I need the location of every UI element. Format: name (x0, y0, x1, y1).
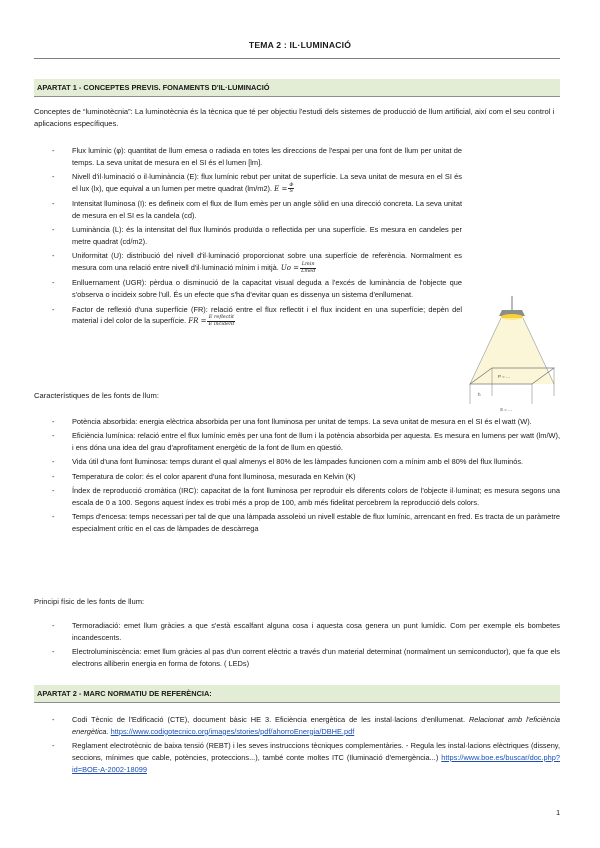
list-item: - Uniformitat (U): distribució del nivell d'il·luminació proporcionat sobre una superfície de referència. Normalment es mesura com una relació entre nivell d'il·luminació mínim i mitjà. Uo = $\frac{Lmin}{\text{Lmed}}$ (52, 251, 462, 274)
boe-link[interactable]: https://www.boe.es/buscar/doc.php?id=BOE-A-2002-18099 (72, 752, 560, 774)
page-number: 1 (556, 808, 561, 817)
list-item: - Vida útil d'una font lluminosa: temps durant el qual almenys el 80% de les làmpades funcionen com a mínim amb el 80% del flux lluminós. (52, 457, 524, 467)
list-item: - Intensitat lluminosa (I): es defineix com el flux de llum emès per un angle sòlid en una direcció concreta. La seva unitat de mesura en el SI es la candela (cd). (52, 199, 462, 220)
regulations-list (52, 714, 560, 778)
intro-paragraph: Conceptes de “luminotècnia”: La luminotècnia és la tècnica que té per objectiu l'estudi dels sistemes de producció de llum artificial, així com el seu control i aplicacions específiques. (34, 107, 555, 128)
italic-note: Relacionat amb l'eficiència energètica. (72, 715, 560, 736)
list-item: - Temps d'encesa: temps necessari per tal de que una làmpada assoleixi un nivell estable de flux lumínic, arrencant en fred. Es tracta de un paràmetre especialment crític en el cas de làmpades de descàrrega (52, 512, 560, 533)
list-item: - Termoradiació: emet llum gràcies a que s'està escalfant alguna cosa i aquesta cosa genera un punt lumídic. Com per exemple els bombetes incandescents. (52, 621, 560, 642)
list-item: - Electroluminiscència: emet llum gràcies al pas d'un corrent elèctric a través d'un material determinat (normalment un semiconductor), que fa que els electrons alliberin energia en forma de fotons. ( LEDs) (52, 647, 560, 668)
section-2-divider (34, 702, 560, 703)
list-item: - Temperatura de color: és el color aparent d'una font lluminosa, mesurada en Kelvin (K) (52, 471, 356, 481)
list-item: - Enlluernament (UGR): pèrdua o disminució de la capacitat visual deguda a l'excés de luminància de l'objecte que s'observa o incideix sobre l'ull. És un efecte que s'ha d'evitar quan es dissenya un sistema d'enllumenat. (52, 278, 462, 300)
characteristics-heading: Característiques de les fonts de llum: (34, 391, 159, 400)
list-item: - Factor de reflexió d'una superfície (FR): relació entre el flux reflectit i el flux incident en una superfície; depèn del material i del color de la superfície. FR = $\frac{\text{E reflectit}}{\text{E incident}}$ (52, 304, 462, 327)
cte-link[interactable]: https://www.codigotecnico.org/images/stories/pdf/ahorroEnergia/DBHE.pdf (110, 726, 355, 736)
page-title: TEMA 2 : IL·LUMINACIÓ (248, 40, 352, 50)
formula: FR = $\frac{\text{E reflectit}}{\text{E incident}}$ (188, 314, 235, 327)
formula: E = $\frac{\Phi}{S}$ (274, 181, 294, 195)
principle-list (52, 620, 560, 672)
section-1-divider (34, 96, 560, 97)
principle-heading: Principi físic de les fonts de llum: (34, 597, 145, 606)
list-item: - Reglament electrotècnic de baixa tensió (REBT) i les seves instruccions tècniques complementàries. - Regula les instal·lacions elèctriques (disseny, seccions, mínimes que cable, potències, proteccions...), també conte moltes ITC (Iluminació d'emergència...) https://www.boe.es/buscar/doc.php?id=BOE-A-2002-18099 (52, 741, 560, 774)
section-1-heading: APARTAT 1 - CONCEPTES PREVIS. FONAMENTS D'IL·LUMINACIÓ (34, 79, 560, 96)
title-divider (34, 58, 560, 59)
list-item: - Índex de reproducció cromàtica (IRC): capacitat de la font lluminosa per reproduir els diferents colors de l'objecte il·luminat; es mesura segons una escala de 0 a 100. Segons aquest índex es trobi més a prop de 100, amb més fidelitat percebrem la reproducció dels colors. (52, 485, 560, 507)
list-item: - Eficiència lumínica: relació entre el flux lumínic emès per una font de llum i la potència absorbida per aquesta. Es mesura en lumens per watt (lm/W), i ens dóna una idea del grau d'aprofitament energètic de la font de llum en qüestió. (52, 431, 560, 453)
concepts-list (52, 145, 462, 331)
lamp-illuminance-diagram-icon (462, 296, 562, 416)
list-item: - Codi Tècnic de l'Edificació (CTE), document bàsic HE 3. Eficiència energètica de les instal·lacions d'enllumenat. Relacionat amb l'eficiència energètica. https://www.codigotecnico.org/images/stories/pdf/ahorroEnergia/DBHE.pdf (52, 715, 560, 736)
characteristics-list (52, 416, 560, 537)
list-item: - Potència absorbida: energia elèctrica absorbida per una font lluminosa per unitat de temps. La seva unitat de mesura en el SI és el watt (W). (52, 417, 532, 426)
list-item: - Flux lumínic (φ): quantitat de llum emesa o radiada en totes les direccions de l'espai per una font de llum per unitat de temps. La seva unitat de mesura en el SI és el lumen [lm]. (52, 146, 462, 167)
section-2-heading: APARTAT 2 - MARC NORMATIU DE REFERÈNCIA: (34, 685, 560, 702)
figure-label-area: P = ... (498, 374, 510, 379)
formula: Uo = $\frac{Lmin}{\text{Lmed}}$ (280, 261, 316, 274)
figure-label-surface: S = ... (500, 407, 512, 412)
list-item: - Nivell d'il·luminació o il·luminància (E): flux lumínic rebut per unitat de superfície. La seva unitat de mesura en el SI és el lux (lx), que equival a un lumen per metre quadrat (lm/m2). E = $\frac{\Phi}{S}$ (52, 172, 462, 195)
figure-label-height: h (478, 392, 481, 397)
list-item: - Luminància (L): és la intensitat del flux lluminós produïda o reflectida per una superfície. Es mesura en candeles per metre quadrat (cd/m2). (52, 225, 462, 247)
